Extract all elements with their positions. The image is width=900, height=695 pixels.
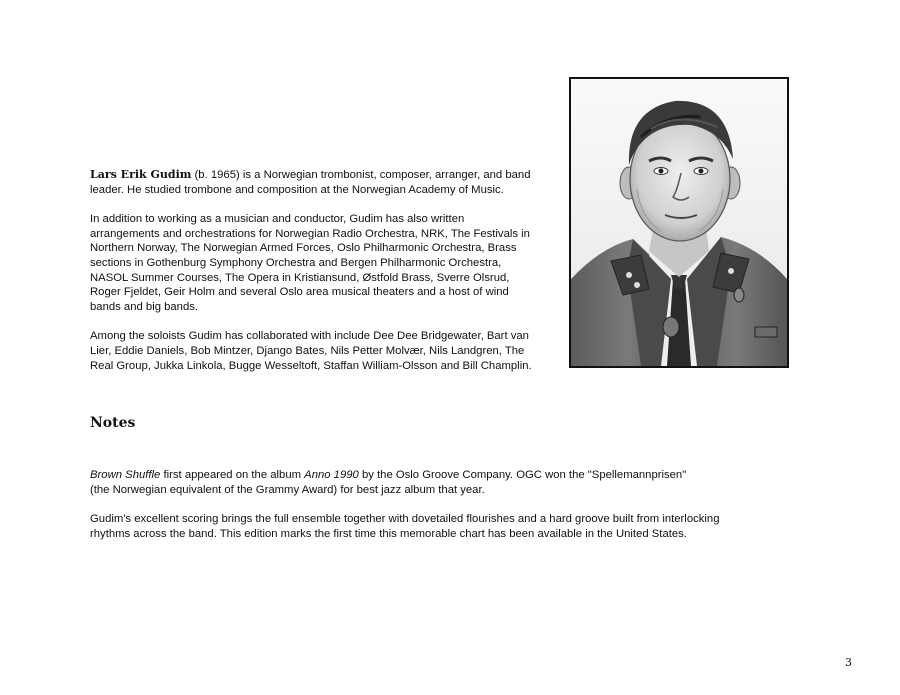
notes-text: rhythms across the band. This edition marks the first time this memorable chart has been available in the United States. <box>90 527 687 540</box>
composer-portrait <box>569 77 789 368</box>
composer-name: Lars Erik Gudim <box>90 168 192 181</box>
portrait-illustration <box>571 79 787 366</box>
tune-title: Brown Shuffle <box>90 469 161 481</box>
notes-heading: Notes <box>90 415 136 431</box>
biography <box>90 168 535 388</box>
album-title: Anno 1990 <box>304 469 359 481</box>
notes-text: by the Oslo Groove Company. OGC won the "Spellemannprisen" <box>358 469 687 481</box>
notes-section <box>90 468 750 556</box>
notes-text: first appeared on the album <box>160 469 305 481</box>
notes-paragraph-scoring <box>90 512 750 541</box>
bio-intro-text: (b. 1965) is a Norwegian trombonist, composer, arranger, and band leader. He studied trombone and composition at the Norwegian Academy of Music. <box>90 169 531 196</box>
bio-paragraph-intro <box>90 168 535 197</box>
notes-text: Gudim's excellent scoring brings the full ensemble together with dovetailed flourishes and a hard groove built from interlocking <box>90 512 720 525</box>
notes-text: (the Norwegian equivalent of the Grammy Award) for best jazz album that year. <box>90 483 485 496</box>
bio-paragraph-soloists: Among the soloists Gudim has collaborated with include Dee Dee Bridgewater, Bart van Lier, Eddie Daniels, Bob Mintzer, Django Bates, Nils Petter Molvær, Nils Landgren, The Real Group, Jukka Linkola, Bugge Wesseltoft, Staffan William-Olsson and Bill Champlin. <box>90 330 532 372</box>
bio-paragraph-work: In addition to working as a musician and conductor, Gudim has also written arrangements and orchestrations for Norwegian Radio Orchestra, NRK, The Festivals in Northern Norway, The Norwegian Armed Forces, Oslo Philharmonic Orchestra, Brass sections in Gothenburg Symphony Orchestra and Bergen Philharmonic Orchestra, NASOL Summer Courses, The Opera in Kristiansund, Østfold Brass, Sverre Olsrud, Roger Fjeldet, Geir Holm and several Oslo area musical theaters and a host of wind bands and big bands. <box>90 212 530 314</box>
notes-paragraph-album <box>90 468 750 497</box>
page-number: 3 <box>845 656 852 669</box>
